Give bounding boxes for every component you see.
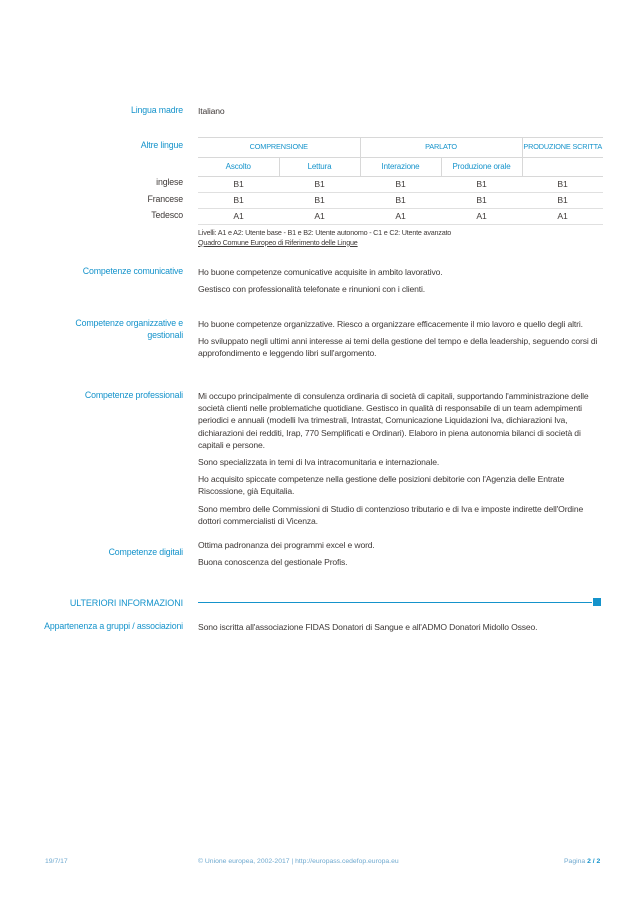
- header-interaction: Interazione: [360, 158, 441, 177]
- language-row: [198, 177, 603, 193]
- paragraph: Ho buone competenze comunicative acquisite in ambito lavorativo.: [198, 267, 443, 277]
- footer-date: 19/7/17: [45, 858, 68, 865]
- section-title-additional-info: ULTERIORI INFORMAZIONI: [69, 598, 183, 608]
- language-name: inglese: [156, 177, 183, 187]
- header-comprehension: COMPRENSIONE: [198, 138, 360, 158]
- level-cell: A1: [441, 209, 522, 225]
- level-cell: A1: [198, 209, 279, 225]
- mother-tongue-value: Italiano: [198, 106, 225, 116]
- memberships-text: Sono iscritta all'associazione FIDAS Donatori di Sangue e all'ADMO Donatori Midollo Osseo.: [198, 622, 538, 632]
- header-production: Produzione orale: [441, 158, 522, 177]
- digital-skills-label: Competenze digitali: [108, 547, 183, 557]
- header-writing: PRODUZIONE SCRITTA: [522, 138, 603, 158]
- section-marker-icon: [593, 598, 601, 606]
- page-number: 2 / 2: [587, 858, 601, 865]
- paragraph: Gestisco con professionalità telefonate e rinunioni con i clienti.: [198, 284, 426, 295]
- level-cell: B1: [360, 177, 441, 193]
- level-cell: B1: [279, 193, 360, 209]
- language-levels-legend: [198, 228, 451, 247]
- paragraph: Sono specializzata in temi di Iva intracomunitaria e internazionale.: [198, 457, 440, 468]
- level-cell: B1: [441, 177, 522, 193]
- paragraph: Mi occupo principalmente di consulenza ordinaria di società di capitali, supportando l'amministrazione delle società clienti nelle problematiche quotidiane. Gestisco in qualità di responsabile di un team adempimenti periodici e annuali (modelli Iva trimestrali, Intrastat, Comunicazione Liquidazioni Iva, dichiarazioni Iva, dichiarazioni dei redditi, Irap, 770 Semplificati e Ordinari). Elaboro in piena autonomia bilanci di società di capitali e persone.: [198, 391, 589, 450]
- footer-copyright[interactable]: © Unione europea, 2002-2017 | http://europass.cedefop.europa.eu: [198, 858, 399, 865]
- communication-skills-label: Competenze comunicative: [82, 266, 183, 276]
- paragraph: Ho buone competenze organizzative. Riesco a organizzare efficacemente il mio lavoro e quello degli altri.: [198, 319, 583, 329]
- level-cell: B1: [441, 193, 522, 209]
- paragraph: Ho acquisito spiccate competenze nella gestione delle posizioni debitorie con l'Agenzia delle Entrate Riscossione, già Equitalia.: [198, 474, 565, 497]
- level-cell: A1: [279, 209, 360, 225]
- level-cell: B1: [522, 193, 603, 209]
- level-cell: B1: [198, 177, 279, 193]
- organisational-skills-text: [198, 318, 603, 365]
- paragraph: Sono membro delle Commissioni di Studio di contenzioso tributario e di Iva e imposte indirette dell'Ordine dottori commercialisti di Vicenza.: [198, 503, 584, 526]
- paragraph: Buona conoscenza del gestionale Profis.: [198, 557, 348, 568]
- mother-tongue-label: Lingua madre: [131, 105, 183, 115]
- header-writing-empty: [522, 158, 603, 177]
- level-cell: A1: [522, 209, 603, 225]
- other-languages-label: Altre lingue: [140, 140, 183, 150]
- levels-legend-text: Livelli: A1 e A2: Utente base - B1 e B2: Utente autonomo - C1 e C2: Utente avanzato: [198, 228, 452, 237]
- language-row: [198, 193, 603, 209]
- paragraph: Ho sviluppato negli ultimi anni interesse ai temi della gestione del tempo e della leadership, seguendo corsi di approfondimento e leggendo libri sull'argomento.: [198, 336, 598, 359]
- header-reading: Lettura: [279, 158, 360, 177]
- digital-skills-text: [198, 539, 603, 573]
- level-cell: B1: [279, 177, 360, 193]
- professional-skills-text: [198, 390, 603, 532]
- header-spoken: PARLATO: [360, 138, 522, 158]
- language-name: Francese: [147, 194, 183, 204]
- language-name: Tedesco: [151, 210, 183, 220]
- section-divider: [198, 602, 592, 603]
- paragraph: Ottima padronanza dei programmi excel e word.: [198, 540, 375, 550]
- communication-skills-text: [198, 266, 603, 300]
- organisational-skills-label: Competenze organizzative e gestionali: [75, 318, 183, 340]
- page-label: Pagina: [564, 858, 586, 865]
- language-skills-table: [198, 137, 603, 225]
- memberships-label: Appartenenza a gruppi / associazioni: [44, 621, 183, 631]
- level-cell: B1: [522, 177, 603, 193]
- level-cell: A1: [360, 209, 441, 225]
- cefr-link[interactable]: Quadro Comune Europeo di Riferimento delle Lingue: [198, 237, 358, 247]
- footer-page: [564, 857, 600, 867]
- header-listening: Ascolto: [198, 158, 279, 177]
- level-cell: B1: [360, 193, 441, 209]
- level-cell: B1: [198, 193, 279, 209]
- language-row: [198, 209, 603, 225]
- professional-skills-label: Competenze professionali: [84, 390, 183, 400]
